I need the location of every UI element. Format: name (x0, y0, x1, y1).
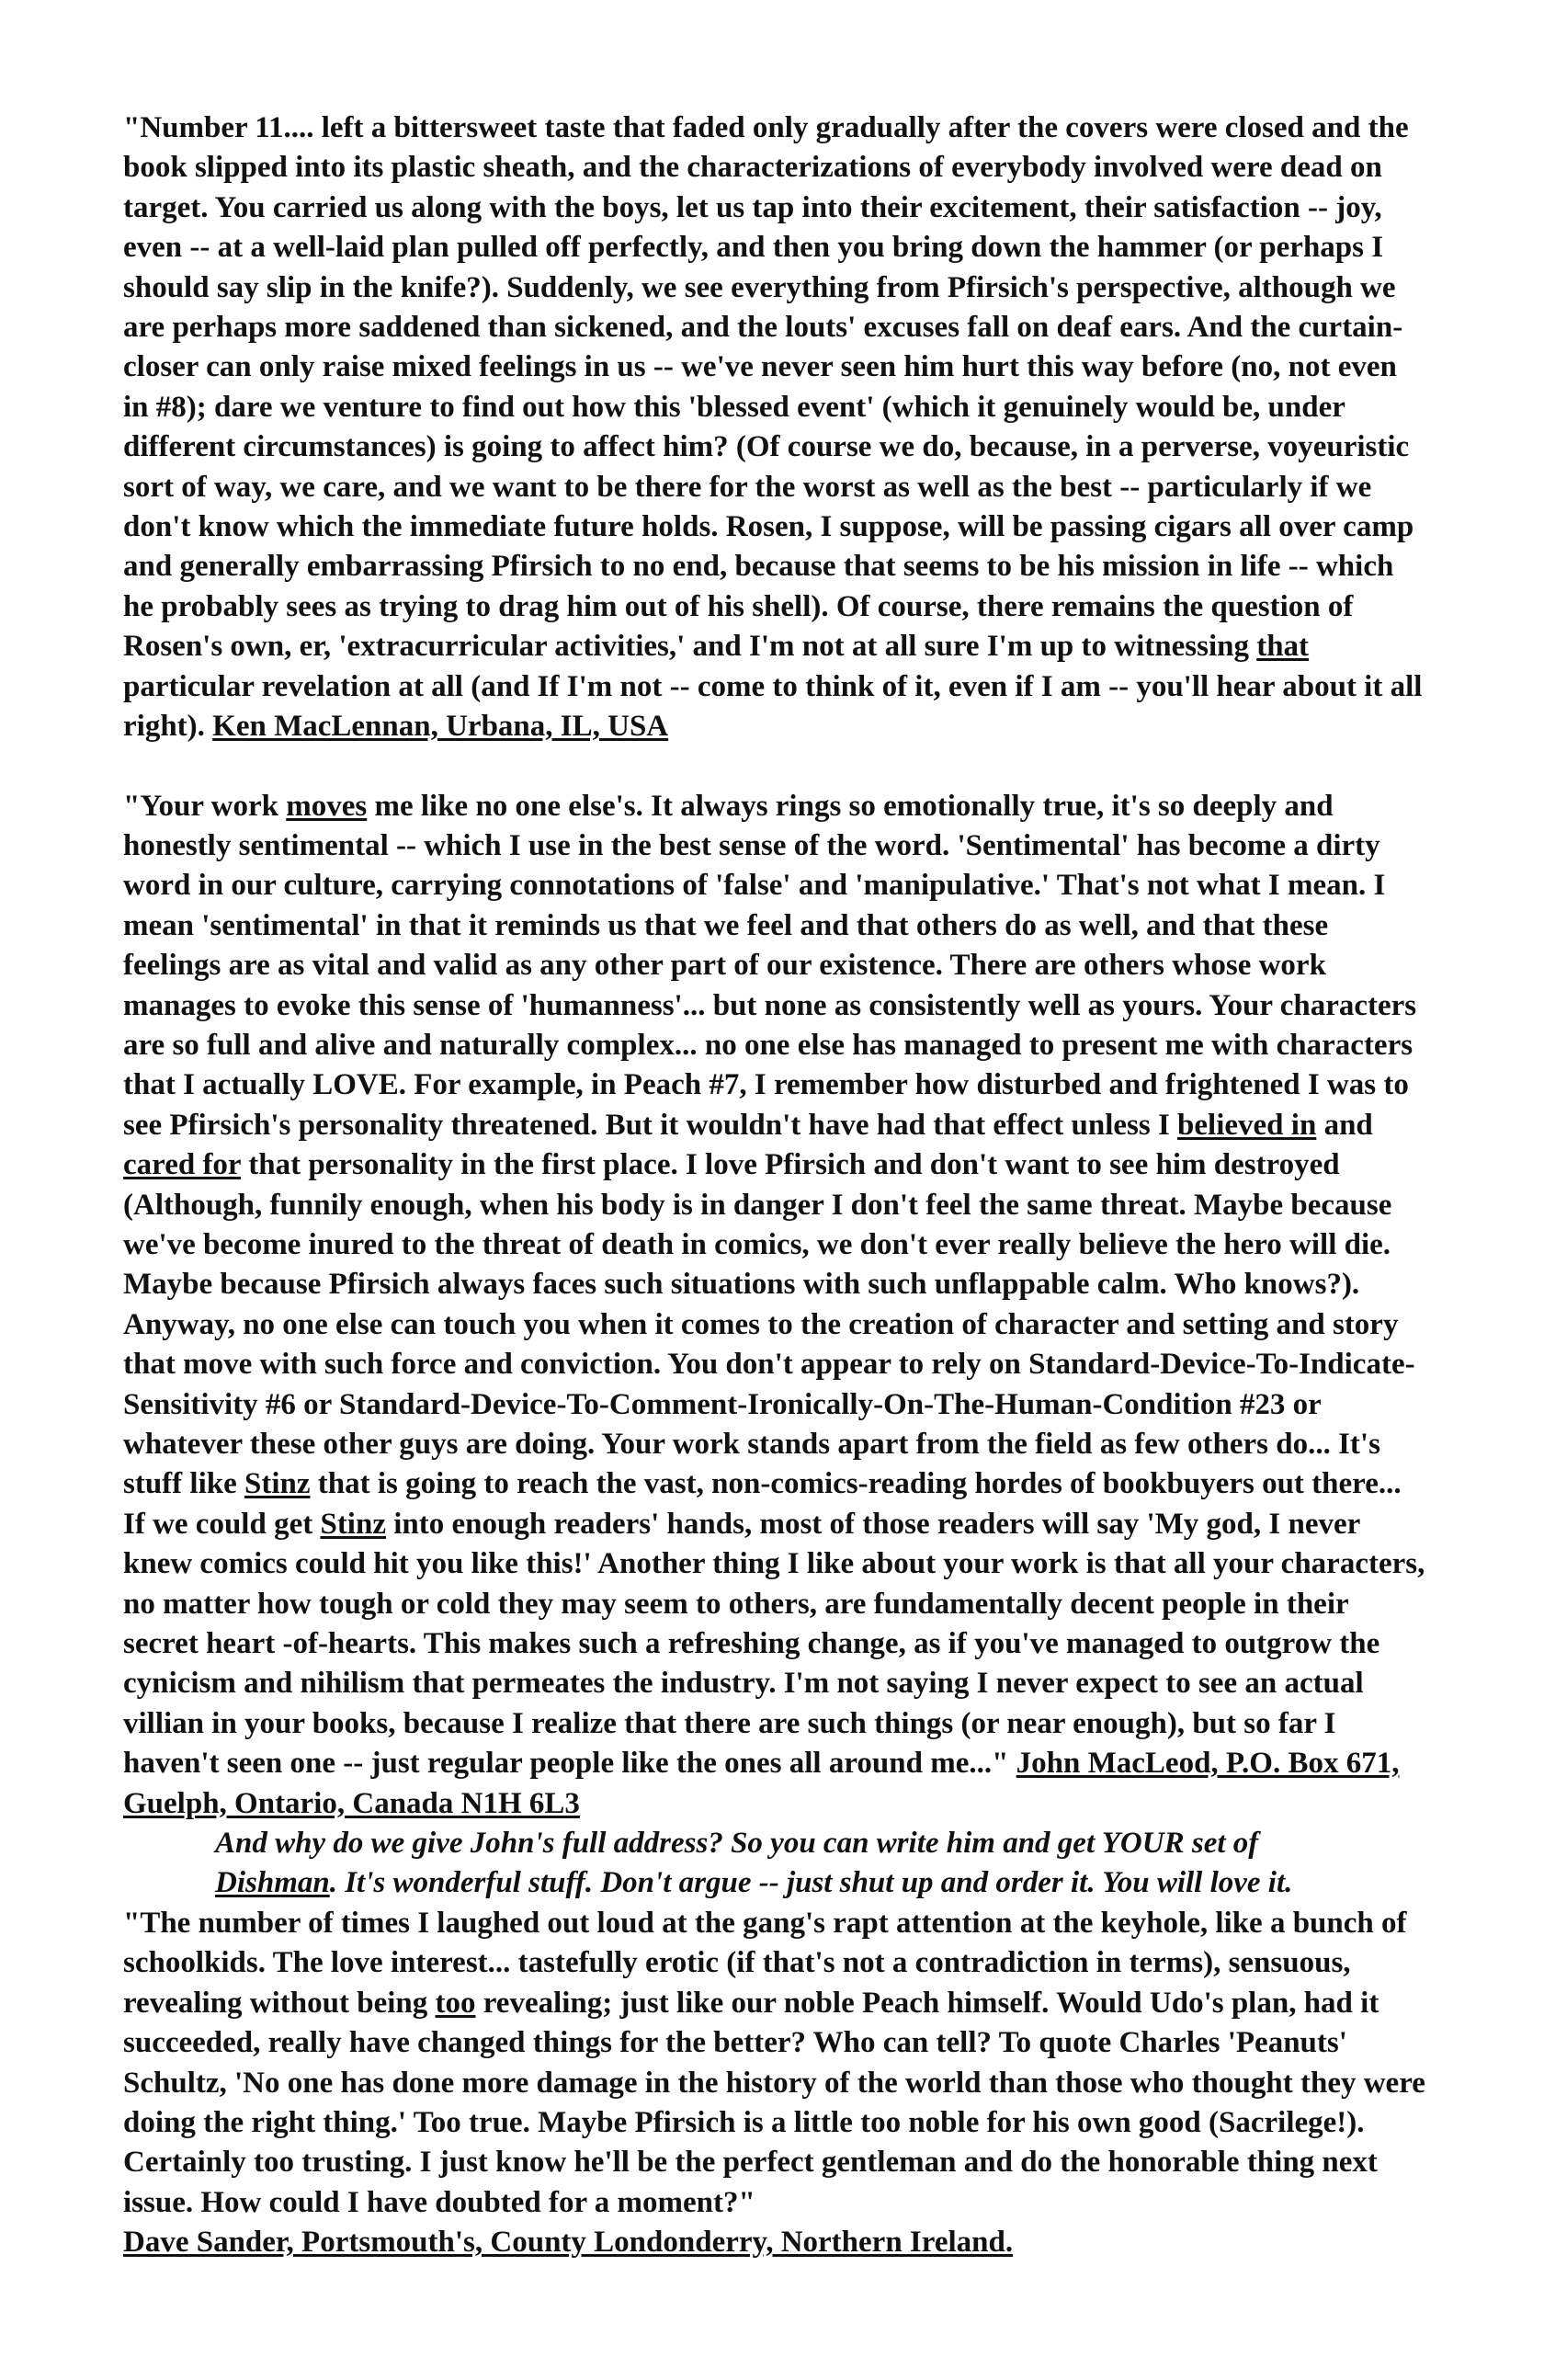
letter-signature: Dave Sander, Portsmouth's, County Londonderry, Northern Ireland. (123, 2226, 1014, 2260)
underlined-word: cared for (123, 1148, 241, 1182)
letter-signature: Ken MacLennan, Urbana, IL, USA (212, 710, 669, 744)
editor-note-text: . It's wonderful stuff. Don't argue -- just shut up and order it. You will love it. (329, 1866, 1293, 1900)
letter-text: into enough readers' hands, most of those readers will say 'My god, I never knew comics could hit you like this!' Another thing I like about your work is that all your characters, no matter how tough or cold they may seem to others, are fundamentally decent people in their secret heart -of-hearts. This makes such a refreshing change, as if you've managed to outgrow the cynicism and nihilism that permeates the industry. I'm not saying I never expect to see an actual villian in your books, because I realize that there are such things (or near enough), but so far I haven't seen one -- just regular people like the ones all around me..." (123, 1507, 1425, 1781)
underlined-word: Stinz (320, 1507, 386, 1541)
underlined-word: Stinz (244, 1467, 311, 1501)
letter-text: "Number 11.... left a bittersweet taste that faded only gradually after the covers were closed and the book slipped into its plastic sheath, and the characterizations of everybody involved were dead on target. You carried us along with the boys, let us tap into their excitement, their satisfaction -- joy, even -- at a well-laid plan pulled off perfectly, and then you bring down the hammer (or perhaps I should say slip in the knife?). Suddenly, we see everything from Pfirsich's perspective, although we are perhaps more saddened than sickened, and the louts' excuses fall on deaf ears. And the curtain-closer can only raise mixed feelings in us -- we've never seen him hurt this way before (no, not even in #8); dare we venture to find out how this 'blessed event' (which it genuinely would be, under different circumstances) is going to affect him? (Of course we do, because, in a perverse, voyeuristic sort of way, we care, and we want to be there for the worst as well as the best -- particularly if we don't know which the immediate future holds. Rosen, I suppose, will be passing cigars all over camp and generally embarrassing Pfirsich to no end, because that seems to be his mission in life -- which he probably sees as trying to drag him out of his shell). Of course, there remains the question of Rosen's own, er, 'extracurricular activities,' and I'm not at all sure I'm up to witnessing (123, 111, 1414, 664)
letter-text: revealing; just like our noble Peach himself. Would Udo's plan, had it succeeded, really have changed things for the better? Who can tell? To quote Charles 'Peanuts' Schultz, 'No one has done more damage in the history of the world than those who thought they were doing the right thing.' Too true. Maybe Pfirsich is a little too noble for his own good (Sacrilege!). Certainly too trusting. I just know he'll be the perfect gentleman and do the honorable thing next issue. How could I have doubted for a moment?" (123, 1986, 1425, 2219)
underlined-word: that (1256, 630, 1310, 664)
letter-text: and (1316, 1108, 1373, 1142)
editor-note-title: Dishman (215, 1866, 330, 1900)
underlined-word: moves (286, 789, 368, 823)
letter-text: that is going to reach the vast, non-comics-reading hordes of bookbuyers out there... If we could get (123, 1467, 1402, 1541)
letter-text: that personality in the first place. I love Pfirsich and don't want to see him destroyed (Although, funnily enough, when his body is in danger I don't feel the same threat. Maybe because we've become inured to the threat of death in comics, we don't ever really believe the hero will die. Maybe because Pfirsich always faces such situations with such unflappable calm. Who knows?). Anyway, no one else can touch you when it comes to the creation of character and setting and story that move with such force and conviction. You don't appear to rely on Standard-Device-To-Indicate-Sensitivity #6 or Standard-Device-To-Comment-Ironically-On-The-Human-Condition #23 or whatever these other guys are doing. Your work stands apart from the field as few others do... It's stuff like (123, 1148, 1415, 1501)
letter-text: "The number of times I laughed out loud at the gang's rapt attention at the keyhole, like a bunch of schoolkids. The love interest... tastefully erotic (if that's not a contradiction in terms), sensuous, revealing without being (123, 1906, 1407, 2020)
underlined-word: believed in (1177, 1108, 1317, 1142)
letter-signature: John MacLeod, P.O. Box 671, Guelph, Ontario, Canada N1H 6L3 (123, 1747, 1400, 1820)
letter-dave-sander (123, 1904, 1428, 2263)
letter-ken-maclennan (123, 108, 1428, 747)
editor-note (123, 1824, 1428, 1904)
underlined-word: too (435, 1986, 476, 2020)
editor-note-text: And why do we give John's full address? So you can write him and get YOUR set of (215, 1827, 1259, 1861)
letter-text: particular revelation at all (and If I'm not -- come to think of it, even if I am -- you'll hear about it all right). (123, 669, 1423, 744)
letter-john-macleod (123, 787, 1428, 1825)
letter-text: me like no one else's. It always rings so emotionally true, it's so deeply and honestly sentimental -- which I use in the best sense of the word. 'Sentimental' has become a dirty word in our culture, carrying connotations of 'false' and 'manipulative.' That's not what I mean. I mean 'sentimental' in that it reminds us that we feel and that others do as well, and that these feelings are as vital and valid as any other part of our existence. There are others whose work manages to evoke this sense of 'humanness'... but none as consistently well as yours. Your characters are so full and alive and naturally complex... no one else has managed to present me with characters that I actually LOVE. For example, in Peach #7, I remember how disturbed and frightened I was to see Pfirsich's personality threatened. But it wouldn't have had that effect unless I (123, 789, 1417, 1142)
letters-page (123, 108, 1428, 2263)
letter-text: "Your work (123, 789, 287, 823)
